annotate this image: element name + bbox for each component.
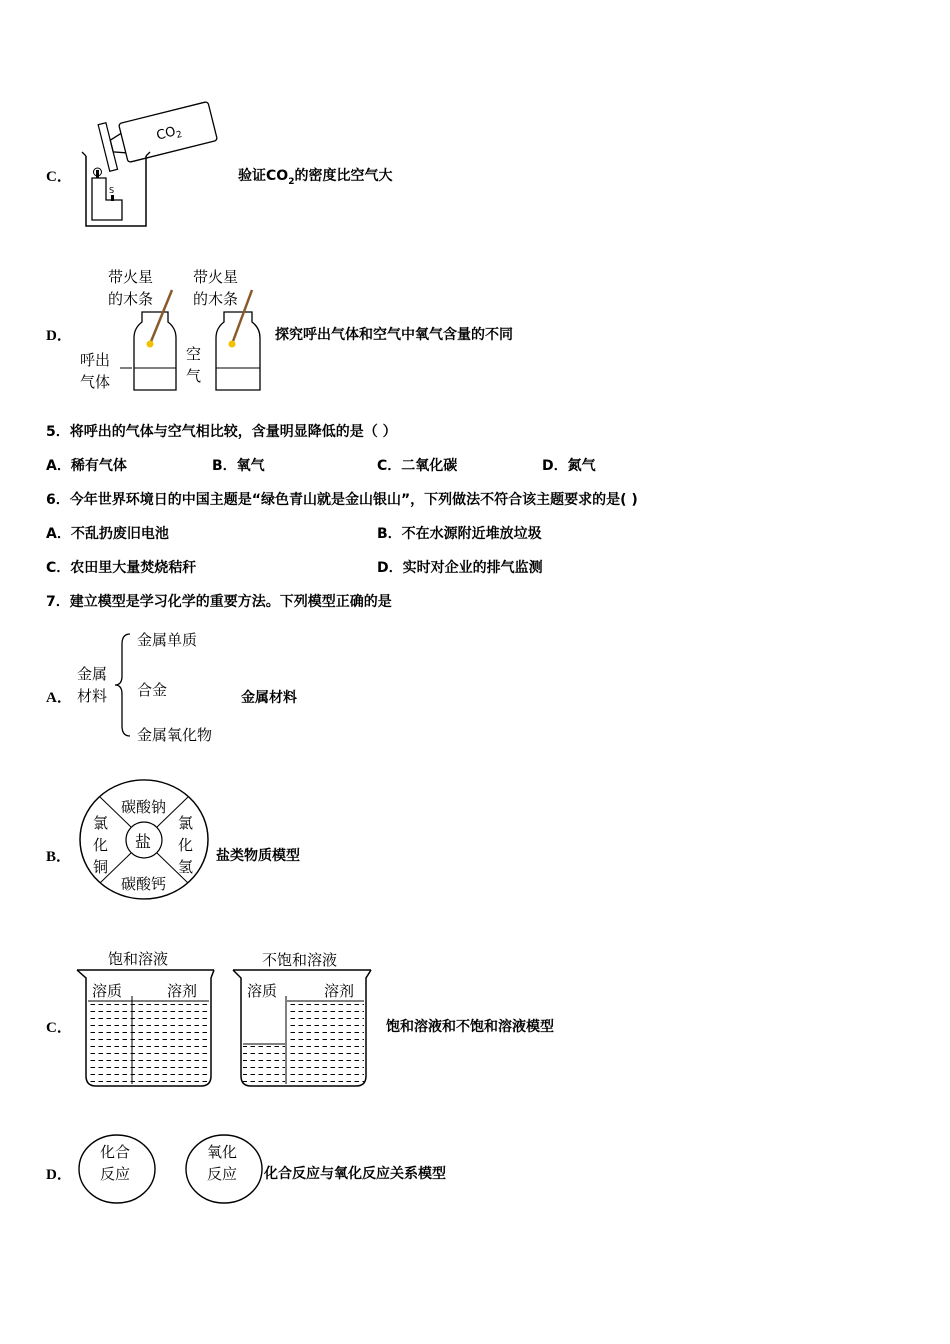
q7-option-a-description: 金属材料 — [241, 690, 297, 706]
q7-option-c-description: 饱和溶液和不饱和溶液模型 — [386, 1019, 554, 1035]
q5-stem: 5．将呼出的气体与空气相比较，含量明显降低的是（ ） — [46, 424, 397, 440]
q7-option-b-label: B． — [46, 849, 72, 865]
saturated-title: 饱和溶液 — [108, 950, 169, 968]
q7-stem: 7．建立模型是学习化学的重要方法。下列模型正确的是 — [46, 594, 392, 610]
q7-option-d-label: D． — [46, 1167, 72, 1183]
q5-option-b: B．氧气 — [212, 458, 265, 474]
gas-label-exhaled: 呼出 气体 — [80, 351, 111, 391]
beaker2-solvent: 溶剂 — [324, 982, 355, 1000]
option-c-label: C． — [46, 169, 72, 185]
item-alloy: 合金 — [137, 681, 168, 699]
beaker2-solute: 溶质 — [247, 982, 278, 1000]
option-d-description: 探究呼出气体和空气中氧气含量的不同 — [275, 327, 513, 343]
item-metal-element: 金属单质 — [137, 631, 198, 649]
stick-label-2: 带火星 的木条 — [193, 268, 239, 308]
q6-option-c: C．农田里大量焚烧秸秆 — [46, 560, 197, 576]
salt-right-hydrogen-chloride: 氯 化 氢 — [178, 814, 194, 876]
q5-option-a: A．稀有气体 — [46, 458, 127, 474]
classification-brace — [112, 630, 136, 740]
q5-option-c: C．二氧化碳 — [377, 458, 458, 474]
salt-bottom-calcium-carbonate: 碳酸钙 — [121, 875, 167, 893]
q7-option-d-description: 化合反应与氧化反应关系模型 — [264, 1166, 446, 1182]
q6-option-d: D．实时对企业的排气监测 — [377, 560, 543, 576]
q7-option-b-description: 盐类物质模型 — [216, 848, 300, 864]
q6-option-b: B．不在水源附近堆放垃圾 — [377, 526, 542, 542]
svg-text:S: S — [109, 186, 115, 195]
q7-option-c-label: C． — [46, 1020, 72, 1036]
oxygen-comparison-diagram — [120, 286, 270, 392]
beaker1-solvent: 溶剂 — [167, 982, 198, 1000]
salt-center: 盐 — [135, 832, 152, 851]
salt-left-copper-chloride: 氯 化 铜 — [93, 814, 109, 876]
beaker1-solute: 溶质 — [92, 982, 123, 1000]
option-d-label: D． — [46, 328, 72, 344]
circle-combination-reaction: 化合 反应 — [100, 1143, 131, 1183]
salt-top-sodium-carbonate: 碳酸钠 — [121, 798, 167, 816]
item-metal-oxide: 金属氧化物 — [137, 726, 213, 744]
q5-option-d: D．氮气 — [542, 458, 596, 474]
q6-option-a: A．不乱扔废旧电池 — [46, 526, 169, 542]
q6-stem: 6．今年世界环境日的中国主题是“绿色青山就是金山银山”，下列做法不符合该主题要求的是( ) — [46, 492, 638, 508]
co2-pour-diagram — [80, 100, 230, 235]
metal-material-root: 金属 材料 — [77, 665, 108, 705]
gas-label-air: 空 气 — [186, 345, 202, 385]
unsaturated-title: 不饱和溶液 — [262, 951, 338, 969]
circle-oxidation-reaction: 氧化 反应 — [207, 1143, 238, 1183]
option-c-description: 验证$CO_2$的密度比空气大 — [238, 168, 393, 187]
stick-label-1: 带火星 的木条 — [108, 268, 154, 308]
bottle-co2-text: $CO_2$ — [154, 124, 184, 144]
q7-option-a-label: A． — [46, 690, 72, 706]
